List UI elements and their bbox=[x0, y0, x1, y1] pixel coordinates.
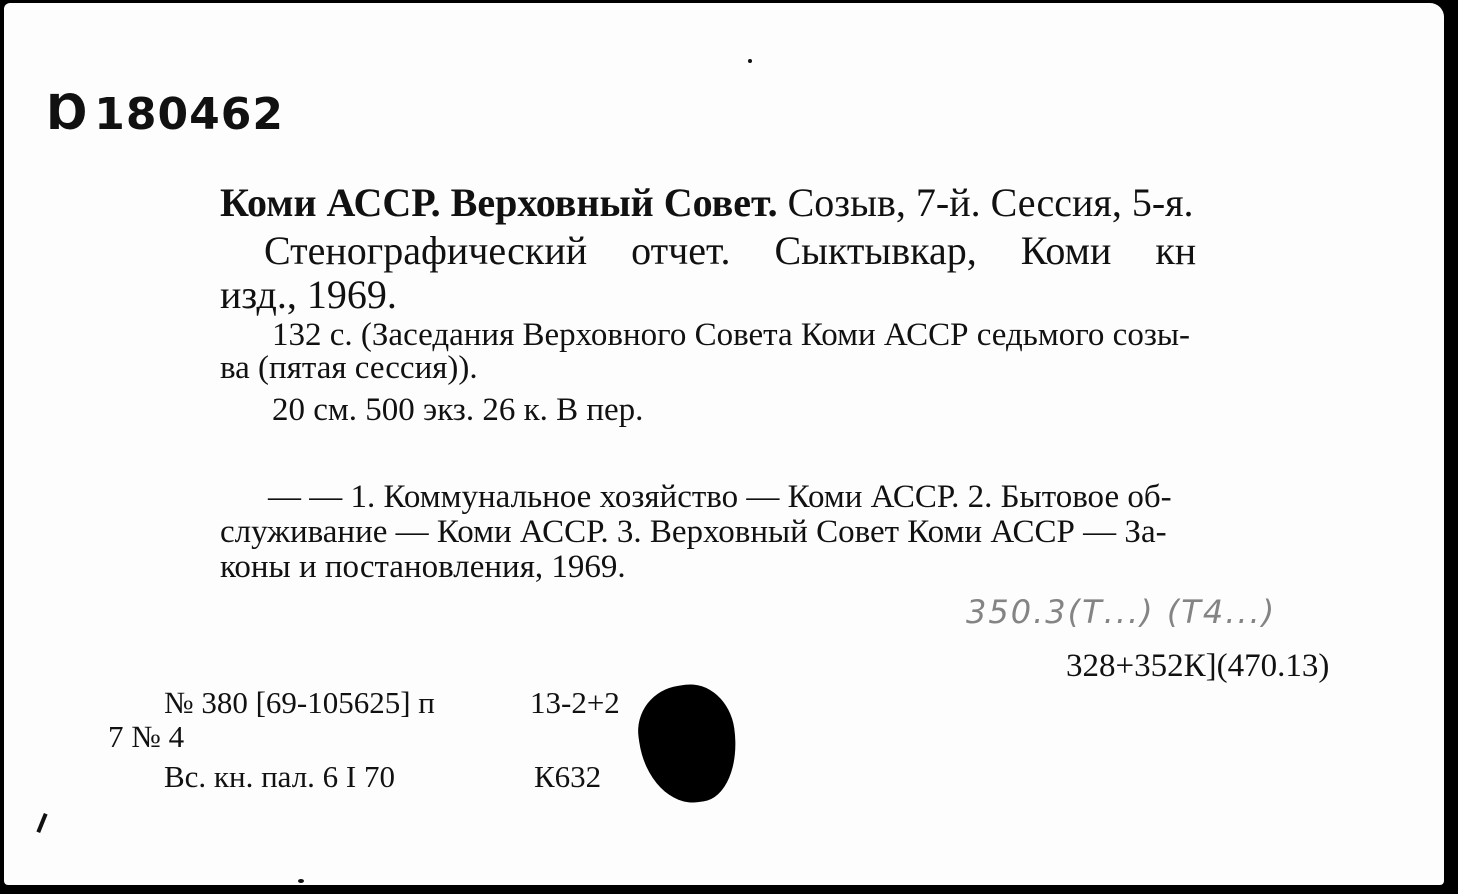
imprint-line: изд., 1969. bbox=[220, 272, 397, 317]
record-code: 13-2+2 bbox=[530, 685, 620, 720]
stamp-mark-icon: Ɒ bbox=[48, 85, 91, 141]
heading-session: Созыв, 7-й. Сессия, 5-я. bbox=[777, 180, 1194, 225]
speck bbox=[748, 59, 752, 63]
issue-number: 7 № 4 bbox=[108, 719, 185, 754]
subjects-line-1: — — 1. Коммунальное хозяйство — Коми АССР. 2. Бытовое об- bbox=[268, 479, 1172, 515]
title-line: Стенографический отчет. Сыктывкар, Коми кн bbox=[264, 228, 1197, 273]
catalog-card bbox=[4, 3, 1444, 885]
pen-mark bbox=[36, 813, 47, 833]
order-code: К632 bbox=[534, 759, 602, 794]
subjects-line-3: коны и постановления, 1969. bbox=[220, 549, 626, 585]
subjects-line-2: служивание — Коми АССР. 3. Верховный Совет Коми АССР — За- bbox=[220, 514, 1167, 550]
record-number: № 380 [69-105625] п bbox=[164, 685, 435, 720]
collation-line-1: 132 с. (Заседания Верховного Совета Коми АССР седьмого созы- bbox=[272, 317, 1191, 353]
heading bbox=[220, 179, 1194, 226]
speck bbox=[298, 879, 304, 883]
classification-number: 328+352К](470.13) bbox=[1066, 648, 1330, 684]
collation-line-2: ва (пятая сессия)). bbox=[220, 350, 478, 386]
chamber-stamp: Вс. кн. пал. 6 I 70 bbox=[164, 759, 396, 794]
size-price-line: 20 см. 500 экз. 26 к. В пер. bbox=[272, 392, 644, 428]
accession-text: 180462 bbox=[94, 89, 284, 140]
accession-number bbox=[48, 85, 284, 141]
ink-blot bbox=[632, 679, 743, 809]
heading-corporate-author: Коми АССР. Верховный Совет. bbox=[220, 180, 778, 225]
handwritten-classification: 350.3(Т...) (Т4...) bbox=[966, 593, 1277, 631]
